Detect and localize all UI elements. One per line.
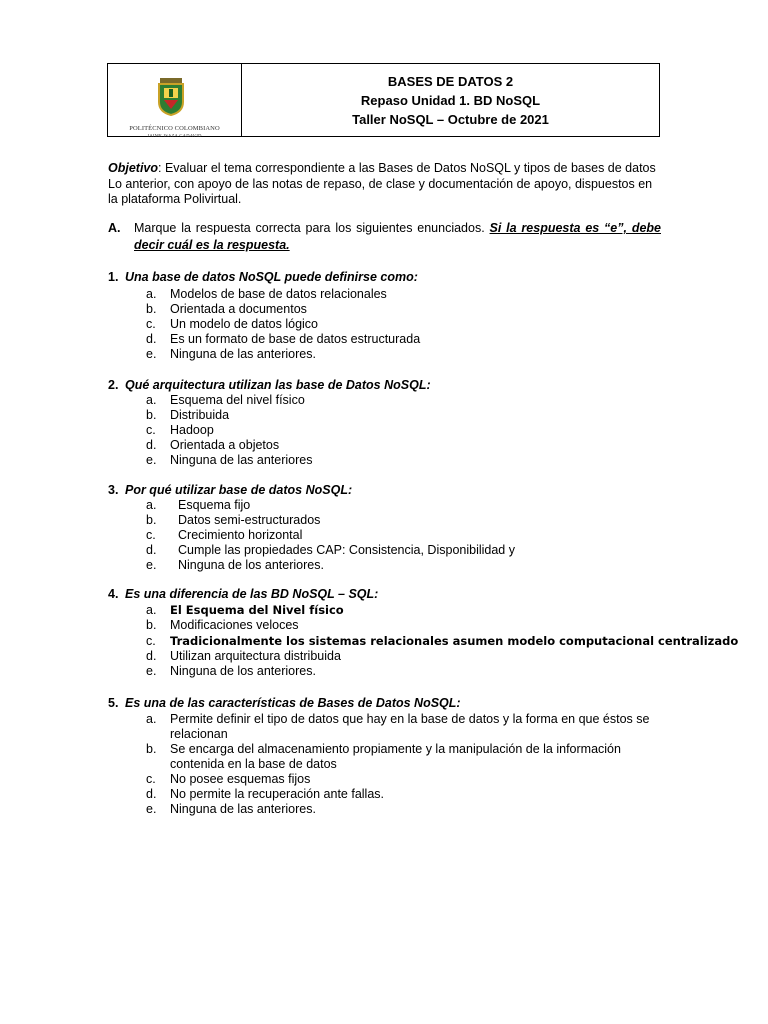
option-letter: a.	[146, 287, 157, 301]
option-text: Ninguna de las anteriores	[170, 453, 313, 467]
option-text: Modificaciones veloces	[170, 618, 299, 632]
question-number: 1.	[108, 270, 119, 284]
question-number: 5.	[108, 696, 119, 710]
option-text: No permite la recuperación ante fallas.	[170, 787, 385, 801]
option-text: Hadoop	[170, 423, 214, 437]
option-text: No posee esquemas fijos	[170, 772, 311, 786]
option-letter: c.	[146, 317, 156, 331]
option-letter: d.	[146, 543, 157, 557]
objective-line-3: la plataforma Polivirtual.	[108, 192, 242, 206]
option-letter: d.	[146, 438, 157, 452]
option-text: Tradicionalmente los sistemas relacionales asumen modelo computacional centralizado	[170, 634, 739, 648]
question-3	[108, 483, 352, 497]
option-letter: c.	[146, 772, 156, 786]
question-text: Es una diferencia de las BD NoSQL – SQL:	[125, 587, 379, 601]
politecnico-shield-logo	[156, 78, 186, 116]
question-number: 4.	[108, 587, 119, 601]
objective-label: Objetivo	[108, 161, 159, 175]
section-a-emphasis: Si la respuesta es “e”, debe decir cuál es la respuesta.	[134, 221, 661, 252]
option-text: El Esquema del Nivel físico	[170, 603, 344, 617]
objective-line-2: Lo anterior, con apoyo de las notas de repaso, de clase y documentación de apoyo, dispuestos en	[108, 176, 653, 191]
option-letter: d.	[146, 332, 157, 346]
option-letter: b.	[146, 742, 157, 756]
option-text: Ninguna de las anteriores.	[170, 347, 316, 361]
option-text: Ninguna de los anteriores.	[178, 558, 324, 572]
option-text: Permite definir el tipo de datos que hay en la base de datos y la forma en que éstos se relacionan	[170, 712, 650, 741]
option-letter: a.	[146, 712, 157, 726]
option-letter: d.	[146, 649, 157, 663]
question-2	[108, 378, 431, 392]
option-text: Ninguna de los anteriores.	[170, 664, 316, 678]
option-text: Esquema fijo	[178, 498, 251, 512]
option-text: Ninguna de las anteriores.	[170, 802, 316, 816]
option-letter: a.	[146, 498, 157, 512]
title-cell	[242, 64, 659, 136]
option-text: Orientada a objetos	[170, 438, 280, 452]
section-a	[108, 220, 661, 254]
option-letter: a.	[146, 393, 157, 407]
option-text: Datos semi-estructurados	[178, 513, 321, 527]
option-letter: a.	[146, 603, 157, 617]
option-text: Utilizan arquitectura distribuida	[170, 649, 341, 663]
option-letter: e.	[146, 347, 157, 361]
question-text: Por qué utilizar base de datos NoSQL:	[125, 483, 353, 497]
question-4	[108, 587, 378, 601]
option-letter: e.	[146, 802, 157, 816]
option-text: Esquema del nivel físico	[170, 393, 305, 407]
option-letter: c.	[146, 423, 156, 437]
option-letter: e.	[146, 558, 157, 572]
course-title: BASES DE DATOS 2	[387, 73, 514, 89]
question-number: 3.	[108, 483, 119, 497]
option-text: Es un formato de base de datos estructurada	[170, 332, 421, 346]
question-1	[108, 270, 418, 284]
logo-cell	[108, 64, 242, 136]
option-letter: c.	[146, 634, 156, 648]
option-letter: b.	[146, 302, 157, 316]
option-text: Se encarga del almacenamiento propiamente y la manipulación de la información contenida en la base de datos	[170, 742, 621, 771]
option-letter: d.	[146, 787, 157, 801]
option-text: Crecimiento horizontal	[178, 528, 303, 542]
section-a-text: Marque la respuesta correcta para los siguientes enunciados.	[134, 221, 485, 235]
logo-subtitle: JAIME ISAZA CADAVID	[147, 133, 202, 138]
option-text: Un modelo de datos lógico	[170, 317, 319, 331]
question-text: Qué arquitectura utilizan las base de Datos NoSQL:	[125, 378, 431, 392]
header-table	[107, 63, 660, 137]
option-letter: e.	[146, 453, 157, 467]
option-letter: e.	[146, 664, 157, 678]
option-text: Cumple las propiedades CAP: Consistencia, Disponibilidad y	[178, 543, 515, 557]
question-text: Es una de las características de Bases de Datos NoSQL:	[125, 696, 461, 710]
objective-paragraph	[108, 161, 661, 208]
option-letter: b.	[146, 408, 157, 422]
section-a-letter: A.	[108, 221, 121, 235]
option-letter: b.	[146, 618, 157, 632]
option-text: Distribuida	[170, 408, 230, 422]
option-text: Orientada a documentos	[170, 302, 307, 316]
option-letter: c.	[146, 528, 156, 542]
objective-line-1: : Evaluar el tema correspondiente a las Bases de Datos NoSQL y tipos de bases de datos	[158, 161, 656, 175]
unit-title: Repaso Unidad 1. BD NoSQL	[360, 92, 541, 108]
question-text: Una base de datos NoSQL puede definirse como:	[125, 270, 418, 284]
option-letter: b.	[146, 513, 157, 527]
option-text: Modelos de base de datos relacionales	[170, 287, 387, 301]
logo-name: POLITÉCNICO COLOMBIANO	[129, 125, 220, 132]
question-number: 2.	[108, 378, 119, 392]
question-5	[108, 696, 461, 710]
workshop-title: Taller NoSQL – Octubre de 2021	[352, 111, 549, 127]
